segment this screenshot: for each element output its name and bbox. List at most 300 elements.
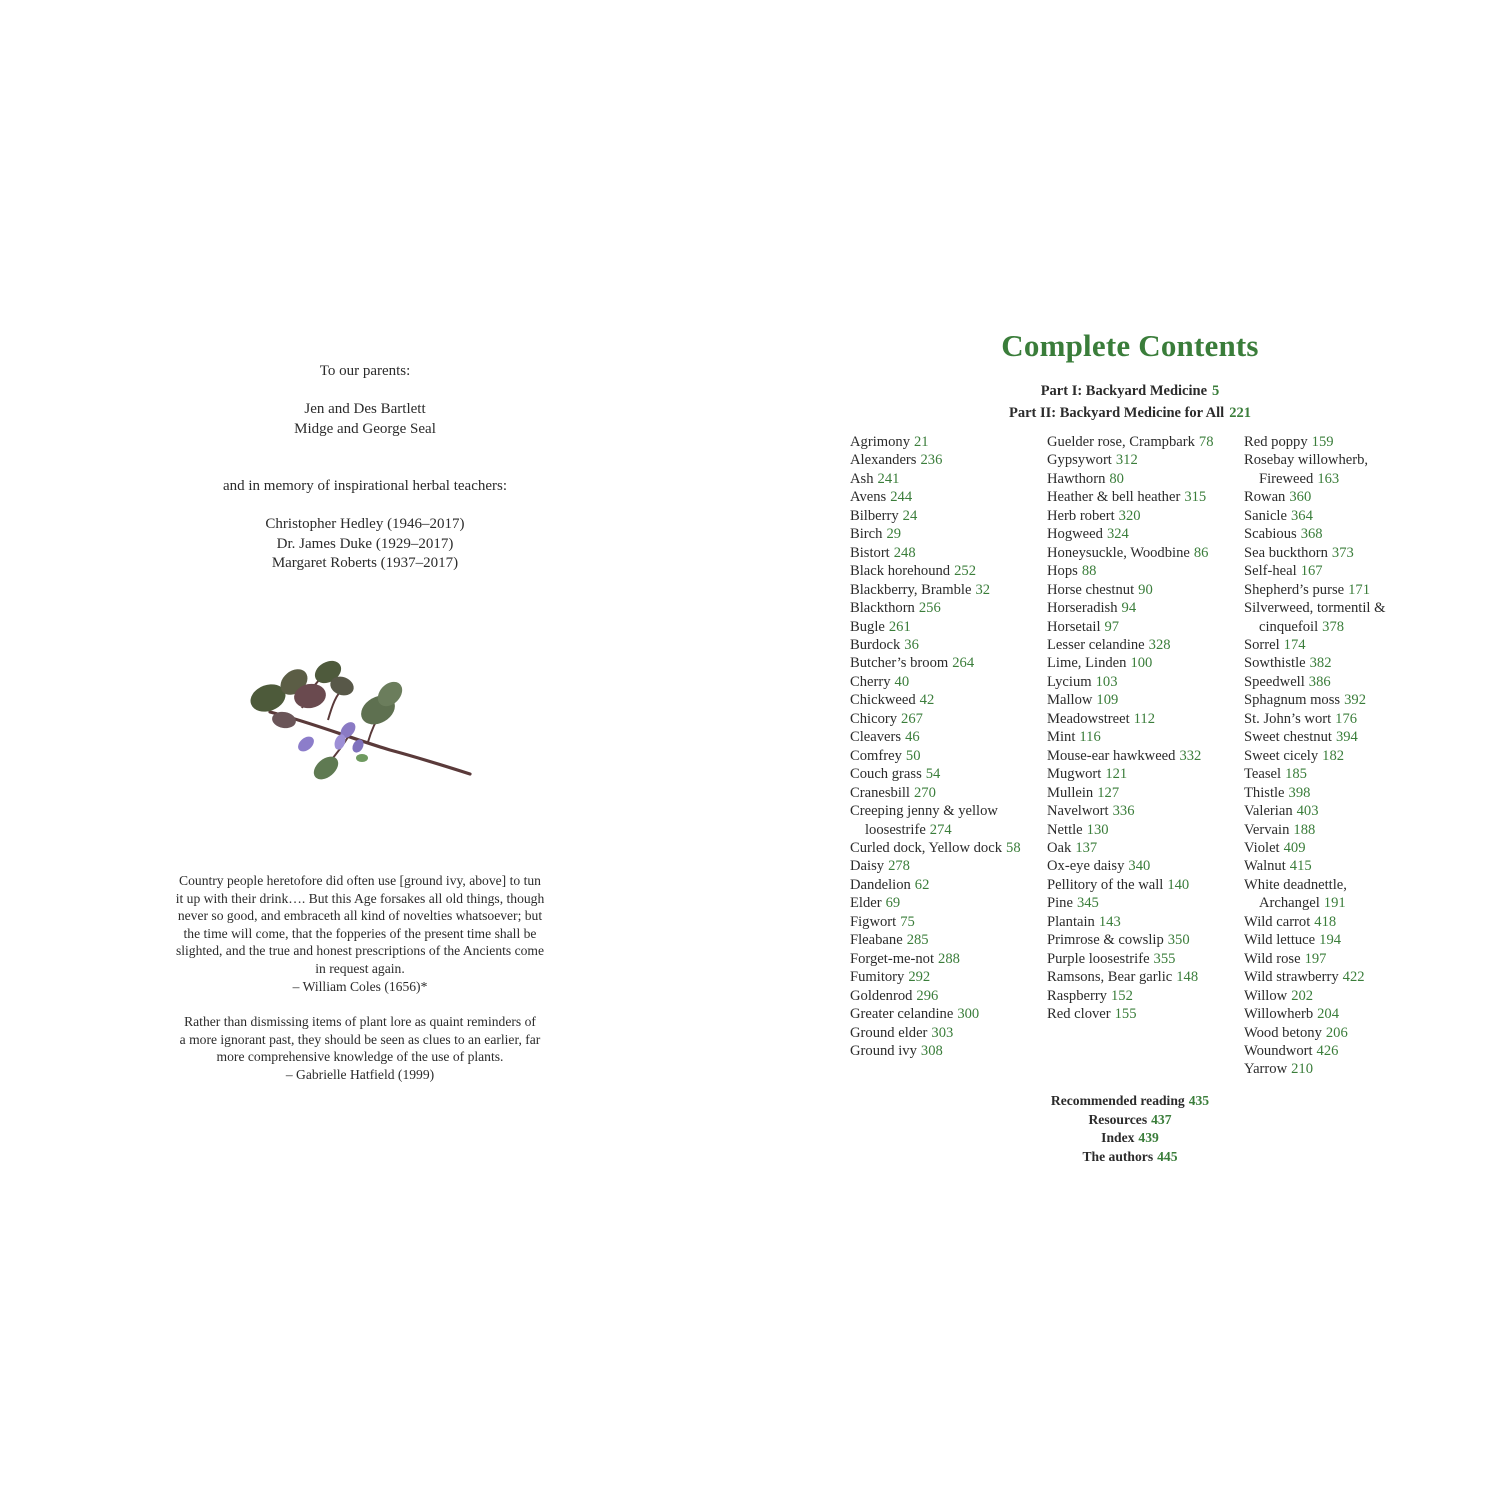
page-number: 58	[1006, 839, 1021, 856]
contents-entry[interactable]	[850, 710, 1040, 728]
entry-name: Vervain	[1244, 821, 1290, 838]
contents-column-1	[850, 433, 1040, 1060]
contents-entry[interactable]	[1244, 562, 1434, 580]
page-number: 303	[931, 1024, 954, 1041]
contents-entry[interactable]	[1047, 968, 1239, 986]
contents-entry[interactable]	[1047, 636, 1239, 654]
page-number: 90	[1138, 581, 1153, 598]
contents-entry[interactable]	[1244, 839, 1434, 857]
contents-entry[interactable]	[1244, 747, 1434, 765]
teachers-list	[0, 515, 730, 574]
page-number: 315	[1184, 489, 1207, 506]
entry-name: Wild strawberry	[1244, 969, 1339, 986]
page-number: 86	[1193, 544, 1209, 561]
contents-entry[interactable]	[1244, 987, 1434, 1005]
page-number: 256	[918, 600, 941, 617]
entry-name: Black horehound	[850, 563, 951, 580]
entry-name: White deadnettle, Archangel	[1244, 876, 1347, 912]
contents-entry[interactable]	[850, 876, 1040, 894]
contents-entry[interactable]	[850, 544, 1040, 562]
contents-entry[interactable]	[1047, 876, 1239, 894]
entry-name: Pine	[1047, 895, 1073, 912]
contents-entry[interactable]	[1047, 581, 1239, 599]
contents-entry[interactable]	[850, 488, 1040, 506]
contents-entry[interactable]	[1244, 507, 1434, 525]
page-number: 270	[914, 784, 936, 801]
page-number: 296	[916, 987, 939, 1004]
contents-entry[interactable]	[1047, 710, 1239, 728]
page-number: 355	[1153, 950, 1176, 967]
entry-name: Lycium	[1047, 673, 1092, 690]
entry-name: Willow	[1244, 987, 1288, 1004]
coles-quote	[130, 872, 590, 995]
contents-entry[interactable]	[850, 599, 1040, 617]
contents-entry[interactable]	[1244, 950, 1434, 968]
page-number: 409	[1283, 839, 1306, 856]
page-number: 174	[1283, 636, 1306, 653]
entry-name: Red clover	[1047, 1006, 1111, 1023]
page-number: 163	[1317, 470, 1340, 487]
contents-entry[interactable]	[1244, 451, 1434, 488]
quote-line: in request again.	[315, 960, 405, 976]
contents-entry[interactable]	[850, 581, 1040, 599]
page-number: 94	[1121, 600, 1137, 617]
contents-entry[interactable]	[1047, 821, 1239, 839]
contents-entry[interactable]	[850, 747, 1040, 765]
page-number: 100	[1130, 655, 1153, 672]
entry-name: Mint	[1047, 729, 1076, 746]
contents-entry[interactable]	[1244, 821, 1434, 839]
contents-entry[interactable]	[1047, 839, 1239, 857]
entry-name: Sanicle	[1244, 507, 1287, 524]
contents-entry[interactable]	[1244, 673, 1434, 691]
parent-line: Jen and Des Bartlett	[304, 401, 426, 417]
page-number: 191	[1323, 895, 1346, 912]
page-number: 32	[975, 581, 991, 598]
page-number: 350	[1167, 932, 1190, 949]
page-number: 403	[1296, 803, 1319, 820]
page-number: 130	[1086, 821, 1109, 838]
contents-entry[interactable]	[1047, 765, 1239, 783]
contents-entry[interactable]	[850, 451, 1040, 469]
entry-name: Shepherd’s purse	[1244, 581, 1345, 598]
contents-entry[interactable]	[1047, 1005, 1239, 1023]
page-number: 50	[905, 747, 921, 764]
back-matter-label: Recommended reading	[1050, 1093, 1185, 1108]
back-matter-entry[interactable]	[760, 1129, 1500, 1148]
page-number: 300	[957, 1006, 980, 1023]
contents-entry[interactable]	[850, 1024, 1040, 1042]
entry-name: Purple loosestrife	[1047, 950, 1150, 967]
contents-entry[interactable]	[1047, 488, 1239, 506]
contents-page	[760, 0, 1500, 1500]
entry-name: Lesser celandine	[1047, 636, 1145, 653]
contents-entry[interactable]	[850, 1042, 1040, 1060]
entry-name: Blackthorn	[850, 600, 915, 617]
page-number: 46	[905, 729, 920, 746]
quote-line: slighted, and the true and honest prescriptions of the Ancients come	[175, 943, 545, 959]
back-matter-label: Resources	[1088, 1111, 1148, 1127]
page-title: Complete Contents	[1001, 328, 1259, 363]
page-number: 437	[1151, 1111, 1172, 1127]
page-number: 204	[1317, 1006, 1340, 1023]
entry-name: Burdock	[850, 636, 901, 653]
entry-name: Butcher’s broom	[850, 655, 949, 672]
entry-name: Navelwort	[1047, 803, 1109, 820]
page-number: 221	[1229, 405, 1251, 421]
back-matter-entry[interactable]	[760, 1092, 1500, 1111]
contents-entry[interactable]	[850, 525, 1040, 543]
page-number: 75	[900, 913, 915, 930]
entry-name: Sea buckthorn	[1244, 544, 1328, 561]
entry-name: Cherry	[850, 673, 891, 690]
contents-entry[interactable]	[850, 654, 1040, 672]
contents-entry[interactable]	[1244, 581, 1434, 599]
entry-name: Agrimony	[850, 434, 910, 450]
contents-entry[interactable]	[1244, 913, 1434, 931]
page-number: 197	[1304, 950, 1327, 967]
page-number: 264	[952, 655, 975, 672]
contents-entry[interactable]	[1047, 802, 1239, 820]
contents-entry[interactable]	[1047, 507, 1239, 525]
page-number: 24	[902, 507, 918, 524]
page-number: 202	[1291, 987, 1314, 1004]
entry-name: Curled dock, Yellow dock	[850, 839, 1003, 856]
page-number: 267	[901, 710, 923, 727]
page-number: 116	[1079, 729, 1101, 746]
quote-attribution: – William Coles (1656)*	[292, 978, 428, 994]
page-number: 210	[1291, 1061, 1314, 1078]
page-number: 121	[1105, 766, 1128, 783]
contents-entry[interactable]	[1047, 728, 1239, 746]
contents-entry[interactable]	[1244, 710, 1434, 728]
contents-entry[interactable]	[850, 765, 1040, 783]
contents-entry[interactable]	[1244, 784, 1434, 802]
entry-name: Sweet cicely	[1244, 747, 1319, 764]
page-number: 185	[1285, 766, 1307, 783]
contents-entry[interactable]	[1047, 950, 1239, 968]
entry-name: Yarrow	[1244, 1061, 1288, 1078]
page-number: 415	[1289, 858, 1312, 875]
contents-entry[interactable]	[850, 470, 1040, 488]
contents-entry[interactable]	[850, 636, 1040, 654]
contents-entry[interactable]	[1244, 433, 1434, 451]
page-number: 426	[1316, 1042, 1339, 1059]
contents-entry[interactable]	[850, 987, 1040, 1005]
page-number: 188	[1293, 821, 1316, 838]
dedication-page	[0, 0, 730, 1500]
contents-entry[interactable]	[1047, 673, 1239, 691]
page-number: 171	[1348, 581, 1371, 598]
ground-ivy-illustration	[240, 650, 480, 790]
contents-entry[interactable]	[1244, 1060, 1434, 1078]
contents-entry[interactable]	[850, 507, 1040, 525]
page-number: 54	[925, 766, 941, 783]
entry-name: Chicory	[850, 710, 898, 727]
contents-entry[interactable]	[1047, 525, 1239, 543]
entry-name: Daisy	[850, 858, 885, 875]
entry-name: Wild lettuce	[1244, 932, 1316, 949]
page-number: 241	[877, 470, 900, 487]
entry-name: Wild carrot	[1244, 913, 1311, 930]
back-matter-label: The authors	[1082, 1148, 1154, 1164]
quote-line: a more ignorant past, they should be seen as clues to an earlier, far	[179, 1031, 541, 1047]
contents-entry[interactable]	[1047, 857, 1239, 875]
contents-entry[interactable]	[1047, 894, 1239, 912]
parents-list	[0, 400, 730, 439]
entry-name: Heather & bell heather	[1047, 489, 1181, 506]
contents-entry[interactable]	[1244, 599, 1434, 636]
teacher-line: Margaret Roberts (1937–2017)	[271, 555, 459, 571]
quote-line: Rather than dismissing items of plant lore as quaint reminders of	[184, 1014, 536, 1029]
contents-entry[interactable]	[850, 784, 1040, 802]
page-number: 435	[1188, 1093, 1210, 1108]
teacher-line: Dr. James Duke (1929–2017)	[276, 535, 454, 552]
entry-name: Ox-eye daisy	[1047, 858, 1125, 875]
entry-name: Nettle	[1047, 821, 1083, 838]
entry-name: Greater celandine	[850, 1006, 954, 1023]
contents-entry[interactable]	[1047, 599, 1239, 617]
page-number: 378	[1322, 618, 1345, 635]
entry-name: Sowthistle	[1244, 655, 1306, 672]
contents-entry[interactable]	[1244, 1042, 1434, 1060]
contents-entry[interactable]	[1244, 857, 1434, 875]
page-number: 62	[914, 876, 930, 893]
contents-entry[interactable]	[850, 913, 1040, 931]
entry-name: Wild rose	[1244, 950, 1301, 967]
entry-name: Guelder rose, Crampbark	[1047, 434, 1195, 450]
page-number: 88	[1081, 563, 1097, 580]
contents-entry[interactable]	[1244, 728, 1434, 746]
entry-name: Red poppy	[1244, 434, 1308, 450]
page-number: 152	[1110, 987, 1133, 1004]
entry-name: Bistort	[850, 544, 890, 561]
contents-entry[interactable]	[1047, 913, 1239, 931]
contents-entry[interactable]	[1047, 691, 1239, 709]
page-number: 320	[1118, 507, 1141, 524]
contents-entry[interactable]	[1047, 987, 1239, 1005]
entry-name: Ash	[850, 470, 874, 487]
page-number: 29	[886, 526, 902, 543]
contents-entry[interactable]	[850, 562, 1040, 580]
page-number: 206	[1325, 1024, 1348, 1041]
parts-list	[760, 380, 1500, 424]
page-number: 155	[1114, 1006, 1137, 1023]
contents-entry[interactable]	[850, 618, 1040, 636]
contents-entry[interactable]	[1047, 562, 1239, 580]
page-number: 40	[894, 673, 910, 690]
quote-line: more comprehensive knowledge of the use of plants.	[216, 1049, 504, 1065]
entry-name: Sweet chestnut	[1244, 729, 1332, 746]
entry-name: Goldenrod	[850, 987, 913, 1004]
part-label: Part I: Backyard Medicine	[1040, 383, 1208, 399]
entry-name: Wood betony	[1244, 1024, 1322, 1041]
page-number: 69	[885, 895, 901, 912]
entry-name: Birch	[850, 526, 883, 543]
entry-name: Bilberry	[850, 507, 899, 524]
page-number: 278	[888, 858, 910, 875]
page-number: 78	[1198, 434, 1214, 450]
entry-name: Mugwort	[1047, 766, 1102, 783]
entry-name: Mullein	[1047, 784, 1094, 801]
quote-line: the time will come, that the fopperies of the present time shall be	[183, 925, 537, 941]
entry-name: Hogweed	[1047, 526, 1103, 543]
contents-entry[interactable]	[1047, 654, 1239, 672]
quote-attribution: – Gabrielle Hatfield (1999)	[285, 1066, 435, 1082]
back-matter-entry[interactable]	[760, 1111, 1500, 1130]
entry-name: Horse chestnut	[1047, 581, 1135, 598]
entry-name: Raspberry	[1047, 987, 1107, 1004]
dedication-intro: To our parents:	[319, 363, 411, 379]
page-number: 392	[1344, 692, 1366, 709]
entry-name: Valerian	[1244, 803, 1293, 820]
page-number: 345	[1076, 895, 1099, 912]
page-number: 285	[906, 932, 929, 949]
contents-entry[interactable]	[850, 968, 1040, 986]
entry-name: Rowan	[1244, 489, 1286, 506]
contents-entry[interactable]	[850, 691, 1040, 709]
part-entry[interactable]	[760, 380, 1500, 402]
entry-name: Pellitory of the wall	[1047, 876, 1164, 893]
entry-name: Mallow	[1047, 692, 1093, 709]
entry-name: Chickweed	[850, 692, 916, 709]
contents-entry[interactable]	[1244, 765, 1434, 783]
contents-entry[interactable]	[1047, 470, 1239, 488]
contents-entry[interactable]	[850, 839, 1040, 857]
page-number: 382	[1309, 655, 1332, 672]
entry-name: Rosebay willowherb, Fireweed	[1244, 452, 1369, 487]
page-number: 308	[920, 1042, 943, 1059]
page-number: 292	[908, 969, 931, 986]
page-number: 360	[1289, 489, 1312, 506]
entry-name: Bugle	[850, 618, 885, 635]
contents-entry[interactable]	[850, 931, 1040, 949]
page-number: 248	[893, 544, 916, 561]
page-number: 368	[1300, 526, 1323, 543]
page-number: 288	[938, 950, 960, 967]
page-number: 21	[914, 434, 929, 450]
contents-entry[interactable]	[1244, 488, 1434, 506]
contents-entry[interactable]	[1047, 784, 1239, 802]
contents-entry[interactable]	[850, 802, 1040, 839]
contents-column-3	[1244, 433, 1434, 1079]
entry-name: Hawthorn	[1047, 470, 1106, 487]
contents-entry[interactable]	[1047, 931, 1239, 949]
contents-entry[interactable]	[1244, 968, 1434, 986]
contents-entry[interactable]	[850, 728, 1040, 746]
page-number: 5	[1212, 383, 1220, 399]
quote-line: never so good, and embraceth all kind of novelties whatsoever; but	[177, 908, 543, 924]
page-number: 176	[1335, 710, 1358, 727]
memory-intro: and in memory of inspirational herbal teachers:	[222, 478, 508, 494]
entry-name: Herb robert	[1047, 507, 1115, 524]
entry-name: Sorrel	[1244, 636, 1280, 653]
part-entry[interactable]	[760, 402, 1500, 424]
page-number: 109	[1096, 692, 1119, 709]
page-number: 182	[1322, 747, 1345, 764]
page-number: 36	[904, 636, 919, 653]
entry-name: Violet	[1244, 839, 1280, 856]
page-number: 261	[888, 618, 911, 635]
page-number: 336	[1112, 803, 1135, 820]
entry-name: Teasel	[1244, 766, 1282, 783]
contents-entry[interactable]	[850, 673, 1040, 691]
entry-name: Plantain	[1047, 913, 1095, 930]
contents-entry[interactable]	[1244, 654, 1434, 672]
page-number: 445	[1157, 1148, 1178, 1164]
page-number: 112	[1133, 710, 1156, 727]
contents-entry[interactable]	[1244, 1005, 1434, 1023]
entry-name: Willowherb	[1244, 1006, 1314, 1023]
entry-name: Avens	[850, 489, 887, 506]
entry-name: Self-heal	[1244, 563, 1297, 580]
entry-name: Ramsons, Bear garlic	[1047, 969, 1173, 986]
entry-name: Speedwell	[1244, 673, 1305, 690]
contents-entry[interactable]	[1047, 544, 1239, 562]
page-number: 97	[1104, 618, 1120, 635]
contents-entry[interactable]	[1047, 451, 1239, 469]
contents-entry[interactable]	[850, 894, 1040, 912]
contents-entry[interactable]	[1244, 636, 1434, 654]
page-number: 127	[1097, 784, 1120, 801]
contents-entry[interactable]	[1244, 691, 1434, 709]
entry-name: Silverweed, tormentil & cinquefoil	[1244, 600, 1386, 635]
back-matter-label: Index	[1101, 1130, 1135, 1145]
entry-name: Ground elder	[850, 1024, 928, 1041]
contents-entry[interactable]	[1244, 544, 1434, 562]
entry-name: Gypsywort	[1047, 452, 1112, 469]
teacher-line: Christopher Hedley (1946–2017)	[265, 516, 465, 532]
page-number: 148	[1176, 969, 1199, 986]
contents-entry[interactable]	[1047, 618, 1239, 636]
page-number: 324	[1106, 526, 1129, 543]
page-number: 332	[1179, 747, 1202, 764]
entry-name: Honeysuckle, Woodbine	[1047, 544, 1190, 561]
page-number: 140	[1167, 876, 1190, 893]
back-matter-entry[interactable]	[760, 1148, 1500, 1167]
contents-entry[interactable]	[1047, 747, 1239, 765]
contents-entry[interactable]	[850, 857, 1040, 875]
contents-entry[interactable]	[1244, 876, 1434, 913]
back-matter-list	[760, 1092, 1500, 1166]
contents-entry[interactable]	[850, 433, 1040, 451]
entry-name: Forget-me-not	[850, 950, 935, 967]
entry-name: Woundwort	[1244, 1042, 1313, 1059]
contents-entry[interactable]	[850, 950, 1040, 968]
page-number: 422	[1342, 969, 1365, 986]
entry-name: Cleavers	[850, 729, 902, 746]
parent-line: Midge and George Seal	[294, 420, 436, 437]
entry-name: Cranesbill	[850, 784, 910, 801]
entry-name: Comfrey	[850, 747, 902, 764]
page-number: 137	[1075, 839, 1098, 856]
page-number: 328	[1148, 636, 1171, 653]
contents-entry[interactable]	[1244, 802, 1434, 820]
page-number: 252	[954, 563, 976, 580]
contents-entry[interactable]	[850, 1005, 1040, 1023]
contents-entry[interactable]	[1244, 525, 1434, 543]
page-number: 439	[1138, 1130, 1159, 1145]
page-number: 386	[1308, 673, 1331, 690]
contents-entry[interactable]	[1047, 433, 1239, 451]
entry-name: Horseradish	[1047, 600, 1118, 617]
page-number: 398	[1288, 784, 1311, 801]
quote-line: Country people heretofore did often use [ground ivy, above] to tun	[179, 873, 541, 888]
contents-entry[interactable]	[1244, 931, 1434, 949]
contents-entry[interactable]	[1244, 1024, 1434, 1042]
page-number: 244	[890, 489, 913, 506]
page-number: 42	[919, 692, 935, 709]
